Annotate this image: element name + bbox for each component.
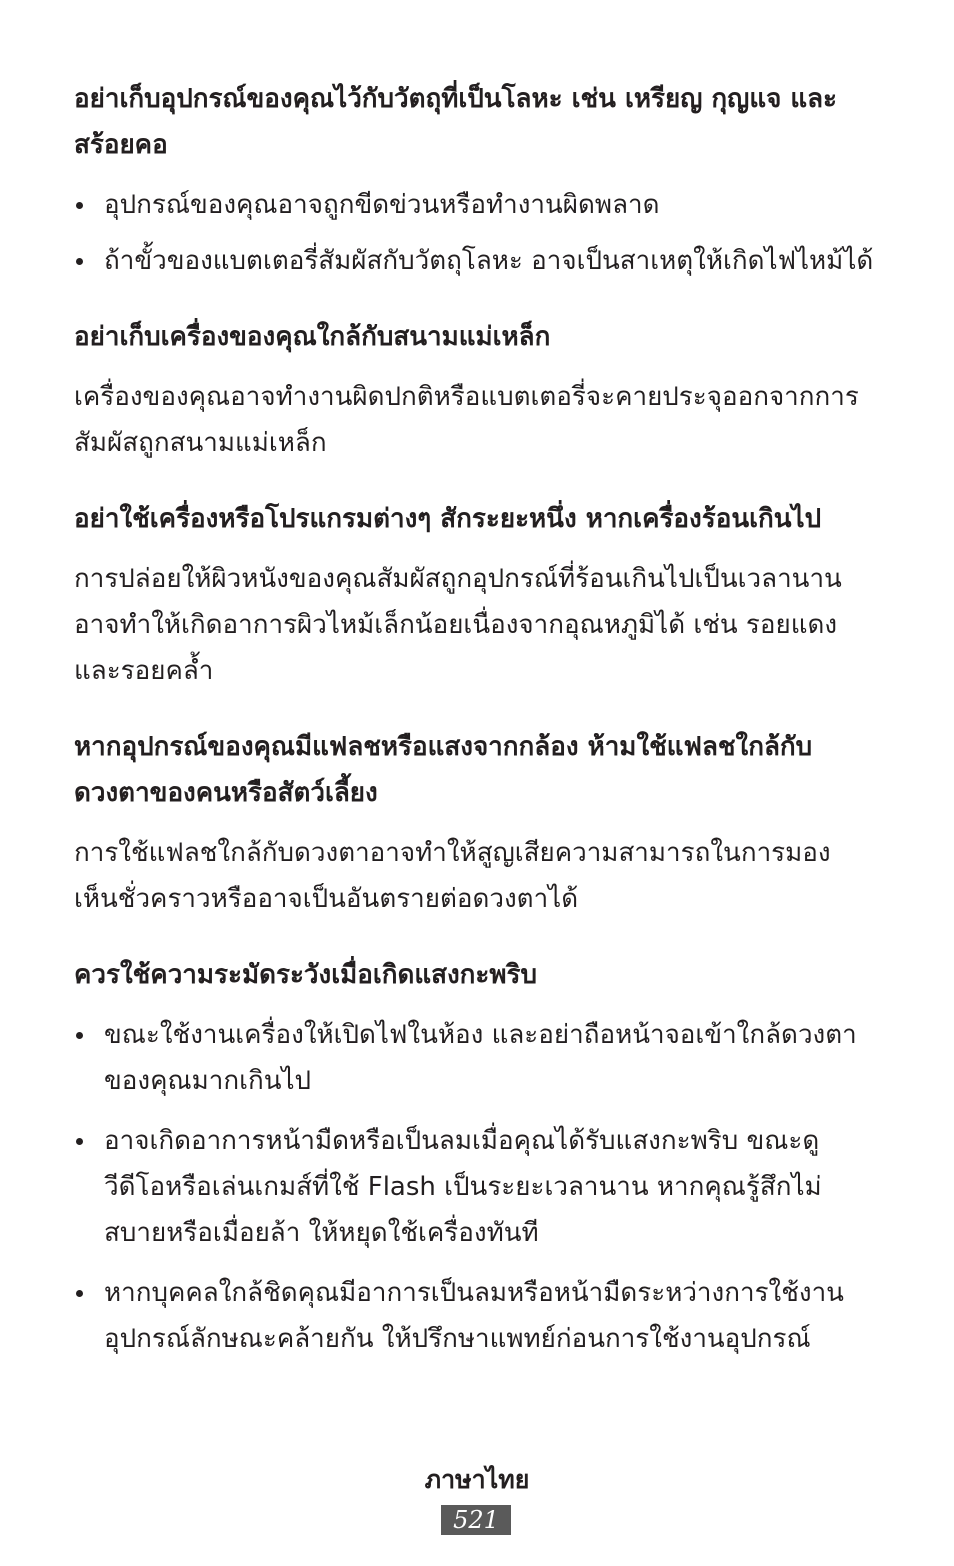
bullet-dot-icon bbox=[76, 202, 83, 209]
bullet-list-flashing-lights bbox=[74, 1012, 874, 1362]
list-item bbox=[74, 182, 874, 228]
bullet-list-metal-objects bbox=[74, 182, 874, 284]
section-heading-overheating: อย่าใช้เครื่องหรือโปรแกรมต่างๆ สักระยะหนึ่ง หากเครื่องร้อนเกินไป bbox=[74, 504, 822, 534]
section-body-magnetic-field: เครื่องของคุณอาจทำงานผิดปกติหรือแบตเตอรี่จะคายประจุออกจากการสัมผัสถูกสนามแม่เหล็ก bbox=[74, 382, 859, 458]
bullet-dot-icon bbox=[76, 1290, 83, 1297]
footer-language-label: ภาษาไทย bbox=[424, 1465, 530, 1494]
bullet-dot-icon bbox=[76, 258, 83, 265]
bullet-text: ขณะใช้งานเครื่องให้เปิดไฟในห้อง และอย่าถือหน้าจอเข้าใกล้ดวงตาของคุณมากเกินไป bbox=[104, 1020, 857, 1096]
section-heading-metal-objects: อย่าเก็บอุปกรณ์ของคุณไว้กับวัตถุที่เป็นโลหะ เช่น เหรียญ กุญแจ และสร้อยคอ bbox=[74, 84, 838, 160]
section-heading-flash: หากอุปกรณ์ของคุณมีแฟลชหรือแสงจากกล้อง ห้ามใช้แฟลชใกล้กับดวงตาของคนหรือสัตว์เลี้ยง bbox=[74, 732, 813, 808]
list-item bbox=[74, 1270, 874, 1362]
page-content bbox=[74, 76, 874, 1362]
section-body-flash: การใช้แฟลชใกล้กับดวงตาอาจทำให้สูญเสียความสามารถในการมองเห็นชั่วคราวหรืออาจเป็นอันตรายต่อดวงตาได้ bbox=[74, 838, 831, 914]
bullet-dot-icon bbox=[76, 1138, 83, 1145]
bullet-text: หากบุคคลใกล้ชิดคุณมีอาการเป็นลมหรือหน้ามืดระหว่างการใช้งานอุปกรณ์ลักษณะคล้ายกัน ให้ปรึกษาแพทย์ก่อนการใช้งานอุปกรณ์ bbox=[104, 1278, 844, 1354]
section-heading-flashing-lights: ควรใช้ความระมัดระวังเมื่อเกิดแสงกะพริบ bbox=[74, 960, 537, 990]
bullet-text: อาจเกิดอาการหน้ามืดหรือเป็นลมเมื่อคุณได้รับแสงกะพริบ ขณะดูวีดีโอหรือเล่นเกมส์ที่ใช้ Flash เป็นระยะเวลานาน หากคุณรู้สึกไม่สบายหรือเมื่อยล้า ให้หยุดใช้เครื่องทันที bbox=[104, 1126, 822, 1248]
list-item bbox=[74, 1012, 874, 1104]
page-number: 521 bbox=[441, 1505, 511, 1535]
list-item bbox=[74, 238, 874, 284]
section-heading-magnetic-field: อย่าเก็บเครื่องของคุณใกล้กับสนามแม่เหล็ก bbox=[74, 322, 551, 352]
section-body-overheating: การปล่อยให้ผิวหนังของคุณสัมผัสถูกอุปกรณ์ที่ร้อนเกินไปเป็นเวลานาน อาจทำให้เกิดอาการผิวไหม้เล็กน้อยเนื่องจากอุณหภูมิได้ เช่น รอยแดงและรอยคล้ำ bbox=[74, 564, 842, 686]
bullet-dot-icon bbox=[76, 1032, 83, 1039]
bullet-text: อุปกรณ์ของคุณอาจถูกขีดข่วนหรือทำงานผิดพลาด bbox=[104, 190, 660, 220]
list-item bbox=[74, 1118, 874, 1256]
bullet-text: ถ้าขั้วของแบตเตอรี่สัมผัสกับวัตถุโลหะ อาจเป็นสาเหตุให้เกิดไฟไหม้ได้ bbox=[104, 246, 874, 276]
